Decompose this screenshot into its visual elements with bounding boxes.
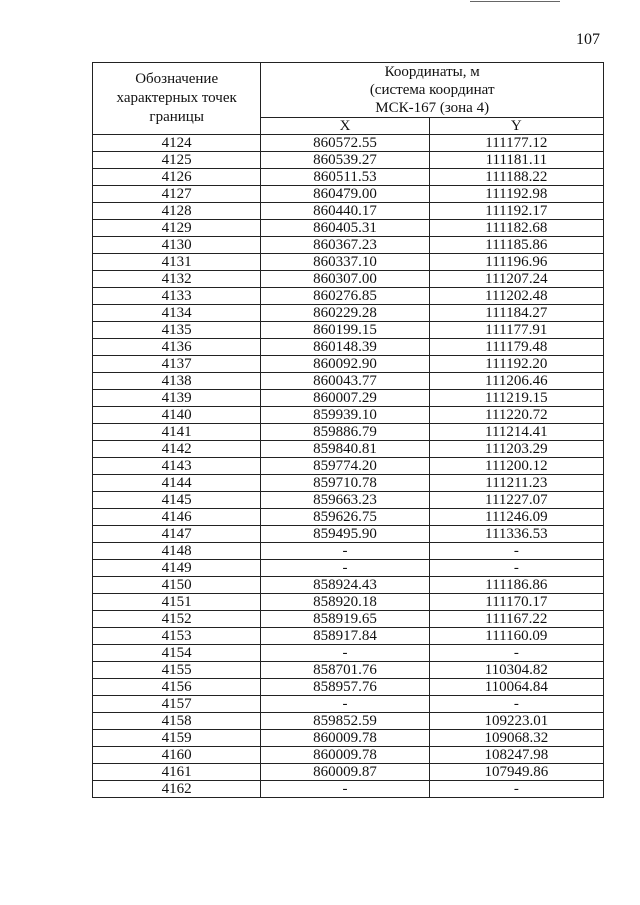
y-cell: 111177.91 xyxy=(429,322,603,339)
page-number: 107 xyxy=(576,31,600,48)
y-cell: 111246.09 xyxy=(429,509,603,526)
x-cell: - xyxy=(261,543,429,560)
y-cell: 111227.07 xyxy=(429,492,603,509)
table-row xyxy=(93,237,604,254)
point-cell: 4162 xyxy=(93,781,261,798)
point-cell: 4151 xyxy=(93,594,261,611)
y-cell: 111336.53 xyxy=(429,526,603,543)
point-cell: 4136 xyxy=(93,339,261,356)
y-cell: 110064.84 xyxy=(429,679,603,696)
y-cell: 111160.09 xyxy=(429,628,603,645)
x-cell: 860440.17 xyxy=(261,203,429,220)
table-row xyxy=(93,594,604,611)
table-row xyxy=(93,458,604,475)
point-cell: 4159 xyxy=(93,730,261,747)
point-cell: 4150 xyxy=(93,577,261,594)
table-row xyxy=(93,730,604,747)
table-row xyxy=(93,492,604,509)
table-row xyxy=(93,526,604,543)
point-cell: 4126 xyxy=(93,169,261,186)
y-cell: 111203.29 xyxy=(429,441,603,458)
point-cell: 4158 xyxy=(93,713,261,730)
y-cell: 111184.27 xyxy=(429,305,603,322)
table-row xyxy=(93,152,604,169)
x-cell: 860511.53 xyxy=(261,169,429,186)
table-row xyxy=(93,475,604,492)
coordinates-table xyxy=(92,62,604,798)
x-cell: 859663.23 xyxy=(261,492,429,509)
point-cell: 4125 xyxy=(93,152,261,169)
x-cell: 860572.55 xyxy=(261,135,429,152)
x-cell: 860539.27 xyxy=(261,152,429,169)
header-coords-line1: Координаты, м xyxy=(384,64,480,80)
point-cell: 4152 xyxy=(93,611,261,628)
y-cell: - xyxy=(429,696,603,713)
point-cell: 4133 xyxy=(93,288,261,305)
point-cell: 4155 xyxy=(93,662,261,679)
point-cell: 4160 xyxy=(93,747,261,764)
table-row xyxy=(93,356,604,373)
x-cell: 858957.76 xyxy=(261,679,429,696)
point-cell: 4124 xyxy=(93,135,261,152)
y-cell: 111167.22 xyxy=(429,611,603,628)
x-cell: 859774.20 xyxy=(261,458,429,475)
point-cell: 4130 xyxy=(93,237,261,254)
header-y: Y xyxy=(429,118,603,135)
y-cell: 108247.98 xyxy=(429,747,603,764)
table-row xyxy=(93,628,604,645)
point-cell: 4134 xyxy=(93,305,261,322)
point-cell: 4146 xyxy=(93,509,261,526)
header-coords-line3: МСК-167 (зона 4) xyxy=(375,100,490,116)
table-row xyxy=(93,543,604,560)
table-row xyxy=(93,305,604,322)
y-cell: 111186.86 xyxy=(429,577,603,594)
table-row xyxy=(93,339,604,356)
y-cell: 111192.17 xyxy=(429,203,603,220)
point-cell: 4141 xyxy=(93,424,261,441)
table-row xyxy=(93,203,604,220)
x-cell: 858701.76 xyxy=(261,662,429,679)
table-row xyxy=(93,373,604,390)
x-cell: 859840.81 xyxy=(261,441,429,458)
x-cell: - xyxy=(261,645,429,662)
table-body xyxy=(93,135,604,798)
table-row xyxy=(93,271,604,288)
x-cell: 860043.77 xyxy=(261,373,429,390)
y-cell: 110304.82 xyxy=(429,662,603,679)
point-cell: 4143 xyxy=(93,458,261,475)
x-cell: 859852.59 xyxy=(261,713,429,730)
x-cell: 860479.00 xyxy=(261,186,429,203)
y-cell: 111185.86 xyxy=(429,237,603,254)
table-row xyxy=(93,169,604,186)
point-cell: 4138 xyxy=(93,373,261,390)
header-coords-line2: (система координат xyxy=(369,82,495,98)
x-cell: 859886.79 xyxy=(261,424,429,441)
table-row xyxy=(93,254,604,271)
x-cell: 860229.28 xyxy=(261,305,429,322)
y-cell: 111206.46 xyxy=(429,373,603,390)
header-point-label: Обозначение характерных точек границы xyxy=(93,63,261,135)
x-cell: 858920.18 xyxy=(261,594,429,611)
point-cell: 4156 xyxy=(93,679,261,696)
x-cell: 860199.15 xyxy=(261,322,429,339)
y-cell: - xyxy=(429,560,603,577)
table-row xyxy=(93,186,604,203)
point-cell: 4148 xyxy=(93,543,261,560)
y-cell: 111202.48 xyxy=(429,288,603,305)
table-row xyxy=(93,781,604,798)
x-cell: 860367.23 xyxy=(261,237,429,254)
x-cell: - xyxy=(261,696,429,713)
table-row xyxy=(93,424,604,441)
table-row xyxy=(93,696,604,713)
x-cell: 860092.90 xyxy=(261,356,429,373)
y-cell: 111219.15 xyxy=(429,390,603,407)
table-row xyxy=(93,662,604,679)
point-cell: 4128 xyxy=(93,203,261,220)
point-cell: 4154 xyxy=(93,645,261,662)
point-cell: 4145 xyxy=(93,492,261,509)
x-cell: 860276.85 xyxy=(261,288,429,305)
table-row xyxy=(93,322,604,339)
table-row xyxy=(93,713,604,730)
point-cell: 4137 xyxy=(93,356,261,373)
point-cell: 4153 xyxy=(93,628,261,645)
table-row xyxy=(93,390,604,407)
table-row xyxy=(93,560,604,577)
table-row xyxy=(93,645,604,662)
table-row xyxy=(93,679,604,696)
y-cell: 107949.86 xyxy=(429,764,603,781)
header-coordinates xyxy=(261,63,604,118)
x-cell: 859939.10 xyxy=(261,407,429,424)
y-cell: - xyxy=(429,543,603,560)
point-cell: 4149 xyxy=(93,560,261,577)
x-cell: 860337.10 xyxy=(261,254,429,271)
x-cell: 859710.78 xyxy=(261,475,429,492)
y-cell: 111177.12 xyxy=(429,135,603,152)
y-cell: - xyxy=(429,781,603,798)
y-cell: 111192.98 xyxy=(429,186,603,203)
y-cell: 111192.20 xyxy=(429,356,603,373)
y-cell: 111182.68 xyxy=(429,220,603,237)
table-row xyxy=(93,764,604,781)
x-cell: 860307.00 xyxy=(261,271,429,288)
y-cell: 111200.12 xyxy=(429,458,603,475)
table-row xyxy=(93,509,604,526)
y-cell: 111214.41 xyxy=(429,424,603,441)
point-cell: 4127 xyxy=(93,186,261,203)
x-cell: 860009.87 xyxy=(261,764,429,781)
point-cell: 4139 xyxy=(93,390,261,407)
y-cell: 111207.24 xyxy=(429,271,603,288)
x-cell: 860405.31 xyxy=(261,220,429,237)
top-rule xyxy=(470,1,560,2)
table-row xyxy=(93,611,604,628)
point-cell: 4144 xyxy=(93,475,261,492)
point-cell: 4131 xyxy=(93,254,261,271)
x-cell: 860009.78 xyxy=(261,747,429,764)
point-cell: 4132 xyxy=(93,271,261,288)
table-row xyxy=(93,577,604,594)
y-cell: 109068.32 xyxy=(429,730,603,747)
point-cell: 4142 xyxy=(93,441,261,458)
table-row xyxy=(93,135,604,152)
y-cell: 111196.96 xyxy=(429,254,603,271)
table-row xyxy=(93,288,604,305)
point-cell: 4140 xyxy=(93,407,261,424)
x-cell: 860009.78 xyxy=(261,730,429,747)
table-row xyxy=(93,441,604,458)
y-cell: 111188.22 xyxy=(429,169,603,186)
point-cell: 4135 xyxy=(93,322,261,339)
y-cell: 111170.17 xyxy=(429,594,603,611)
table-row xyxy=(93,747,604,764)
table-row xyxy=(93,407,604,424)
x-cell: 859495.90 xyxy=(261,526,429,543)
x-cell: - xyxy=(261,781,429,798)
point-cell: 4157 xyxy=(93,696,261,713)
y-cell: 111220.72 xyxy=(429,407,603,424)
x-cell: 860007.29 xyxy=(261,390,429,407)
point-cell: 4129 xyxy=(93,220,261,237)
y-cell: 111211.23 xyxy=(429,475,603,492)
y-cell: 111179.48 xyxy=(429,339,603,356)
x-cell: 858917.84 xyxy=(261,628,429,645)
point-cell: 4161 xyxy=(93,764,261,781)
y-cell: 109223.01 xyxy=(429,713,603,730)
x-cell: 860148.39 xyxy=(261,339,429,356)
y-cell: - xyxy=(429,645,603,662)
point-cell: 4147 xyxy=(93,526,261,543)
y-cell: 111181.11 xyxy=(429,152,603,169)
table-row xyxy=(93,220,604,237)
header-x: X xyxy=(261,118,429,135)
x-cell: 858919.65 xyxy=(261,611,429,628)
x-cell: 859626.75 xyxy=(261,509,429,526)
x-cell: - xyxy=(261,560,429,577)
x-cell: 858924.43 xyxy=(261,577,429,594)
